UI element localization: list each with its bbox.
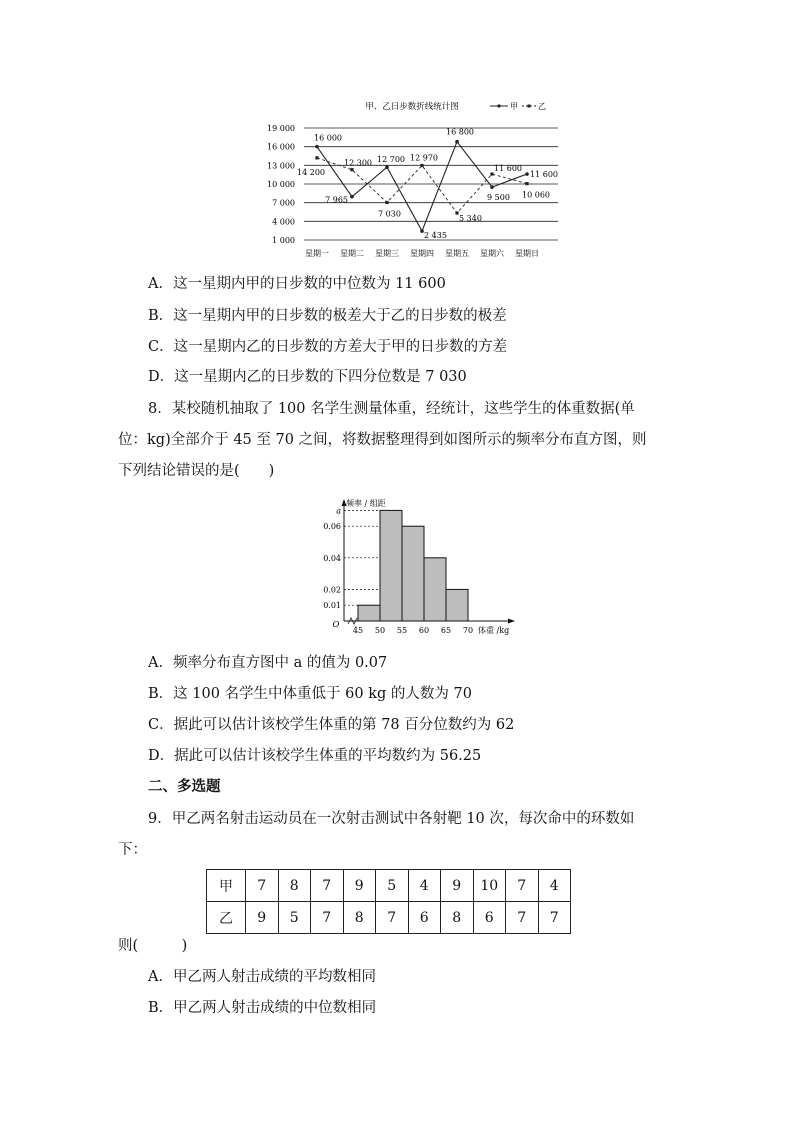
series-a-point xyxy=(385,165,389,169)
series-a-point xyxy=(490,185,494,189)
series-a-point xyxy=(455,140,459,144)
chart-title: 甲、乙日步数折线统计图 xyxy=(365,102,459,112)
series-b-point xyxy=(525,182,528,185)
q7-option-d: D．这一星期内乙的日步数的下四分位数是 7 030 xyxy=(148,369,467,385)
series-b-label: 12 300 xyxy=(344,158,372,168)
series-a-label: 12 700 xyxy=(377,155,405,165)
series-a-label: 11 600 xyxy=(530,170,558,180)
axis-break xyxy=(348,618,357,624)
table-cell: 7 xyxy=(506,902,539,934)
legend-label-a: 甲 xyxy=(510,102,518,111)
q8-stem-line2: 位：kg)全部介于 45 至 70 之间，将数据整理得到如图所示的频率分布直方图，则 xyxy=(118,432,647,448)
y-tick-label: a xyxy=(336,506,341,516)
y-tick-label: 1 000 xyxy=(272,236,295,245)
x-axis-title: 体重 /kg xyxy=(478,626,510,635)
y-axis-ticks xyxy=(267,124,295,245)
histogram-bar xyxy=(380,510,402,621)
histogram-bar xyxy=(402,526,424,621)
q8-stem-line3: 下列结论错误的是( ) xyxy=(118,463,275,479)
series-b-label: 11 600 xyxy=(494,164,522,174)
table-cell: 8 xyxy=(278,870,311,902)
y-tick-label: 0.06 xyxy=(323,522,341,532)
section-heading-multi-choice: 二、多选题 xyxy=(148,778,221,795)
chart-legend xyxy=(490,102,546,111)
series-b-label: 10 060 xyxy=(522,190,550,200)
table-cell: 7 xyxy=(376,902,409,934)
histogram-bars xyxy=(358,510,468,621)
legend-label-b: 乙 xyxy=(538,102,546,111)
q7-option-c: C．这一星期内乙的日步数的方差大于甲的日步数的方差 xyxy=(148,339,508,355)
y-tick-label: 4 000 xyxy=(272,217,295,227)
series-b-point xyxy=(385,201,388,204)
series-b-label: 7 030 xyxy=(378,209,401,219)
weight-histogram xyxy=(312,494,522,644)
table-row xyxy=(207,870,571,902)
y-tick-label: 7 000 xyxy=(272,198,295,208)
series-b-point xyxy=(350,168,353,171)
x-axis-labels xyxy=(305,248,539,258)
legend-marker-b xyxy=(528,105,531,108)
x-tick-label: 55 xyxy=(396,626,408,635)
step-count-line-chart xyxy=(262,96,562,266)
table-row xyxy=(207,902,571,934)
shooting-scores-table xyxy=(206,869,571,934)
y-tick-label: 0.02 xyxy=(323,585,341,595)
q7-option-a: A．这一星期内甲的日步数的中位数为 11 600 xyxy=(148,276,446,292)
q8-option-d: D．据此可以估计该校学生体重的平均数约为 56.25 xyxy=(148,748,482,764)
x-tick-label: 70 xyxy=(462,626,474,635)
table-cell: 7 xyxy=(311,870,344,902)
chart-gridlines xyxy=(304,128,558,240)
x-tick-label: 星期日 xyxy=(515,249,539,258)
series-a-point xyxy=(350,195,354,199)
series-a-label: 7 965 xyxy=(325,195,348,205)
x-tick-label: 65 xyxy=(440,626,452,635)
series-a-point xyxy=(525,172,529,176)
table-cell: 8 xyxy=(343,902,376,934)
table-cell: 5 xyxy=(278,902,311,934)
y-tick-label: 10 000 xyxy=(267,180,295,189)
x-tick-label: 50 xyxy=(374,626,386,635)
series-b-label: 12 970 xyxy=(410,153,438,163)
q7-option-b: B．这一星期内甲的日步数的极差大于乙的日步数的极差 xyxy=(148,308,507,324)
table-cell: 4 xyxy=(538,870,571,902)
table-cell: 乙 xyxy=(207,902,246,934)
x-tick-label: 星期六 xyxy=(480,249,504,258)
histogram-bar xyxy=(358,605,380,621)
y-axis-title: 频率 / 组距 xyxy=(346,499,386,508)
q8-option-b: B．这 100 名学生中体重低于 60 kg 的人数为 70 xyxy=(148,686,472,702)
q9-option-b: B．甲乙两人射击成绩的中位数相同 xyxy=(148,1000,377,1016)
q9-stem-line1: 9．甲乙两名射击运动员在一次射击测试中各射靶 10 次，每次命中的环数如 xyxy=(148,811,635,827)
series-b-label: 5 340 xyxy=(459,213,482,223)
series-b-label: 14 200 xyxy=(297,167,325,177)
table-cell: 7 xyxy=(506,870,539,902)
series-a-label: 16 800 xyxy=(446,127,474,137)
series-b-point xyxy=(420,164,423,167)
table-cell: 4 xyxy=(408,870,441,902)
y-tick-label: 19 000 xyxy=(267,124,295,133)
q9-then: 则( ) xyxy=(118,938,188,954)
y-tick-label: 0.04 xyxy=(323,553,341,563)
series-b-point xyxy=(315,156,318,159)
q9-option-a: A．甲乙两人射击成绩的平均数相同 xyxy=(148,969,376,985)
table-cell: 8 xyxy=(441,902,474,934)
series-a-label: 2 435 xyxy=(424,231,447,241)
table-cell: 9 xyxy=(246,902,279,934)
histogram-bar xyxy=(424,558,446,621)
table-cell: 10 xyxy=(473,870,506,902)
table-cell: 5 xyxy=(376,870,409,902)
x-tick-label: 45 xyxy=(352,626,364,635)
table-cell: 6 xyxy=(473,902,506,934)
histogram-bar xyxy=(446,589,468,621)
x-tick-label: 星期一 xyxy=(305,249,329,258)
origin-label: O xyxy=(332,620,340,630)
table-cell: 7 xyxy=(246,870,279,902)
table-cell: 甲 xyxy=(207,870,246,902)
y-tick-label: 13 000 xyxy=(267,161,295,171)
q8-stem-line1: 8．某校随机抽取了 100 名学生测量体重，经统计，这些学生的体重数据(单 xyxy=(148,401,635,417)
q8-option-a: A．频率分布直方图中 a 的值为 0.07 xyxy=(148,655,388,671)
table-cell: 9 xyxy=(343,870,376,902)
x-axis-arrow xyxy=(508,619,515,624)
y-tick-label: 0.01 xyxy=(323,601,341,611)
table-cell: 7 xyxy=(538,902,571,934)
table-cell: 9 xyxy=(441,870,474,902)
q9-stem-line2: 下： xyxy=(118,842,147,858)
x-tick-label: 星期三 xyxy=(375,249,399,258)
series-a-label: 9 500 xyxy=(487,193,510,203)
x-tick-label: 星期二 xyxy=(340,249,364,258)
x-tick-label: 星期五 xyxy=(445,249,469,258)
x-tick-label: 60 xyxy=(418,626,430,635)
y-tick-label: 16 000 xyxy=(267,142,295,152)
series-a-label: 16 000 xyxy=(314,133,342,143)
q8-option-c: C．据此可以估计该校学生体重的第 78 百分位数约为 62 xyxy=(148,717,515,733)
table-cell: 6 xyxy=(408,902,441,934)
legend-marker-a xyxy=(497,104,500,107)
series-a-point xyxy=(315,145,319,149)
x-tick-label: 星期四 xyxy=(410,249,434,258)
table-cell: 7 xyxy=(311,902,344,934)
